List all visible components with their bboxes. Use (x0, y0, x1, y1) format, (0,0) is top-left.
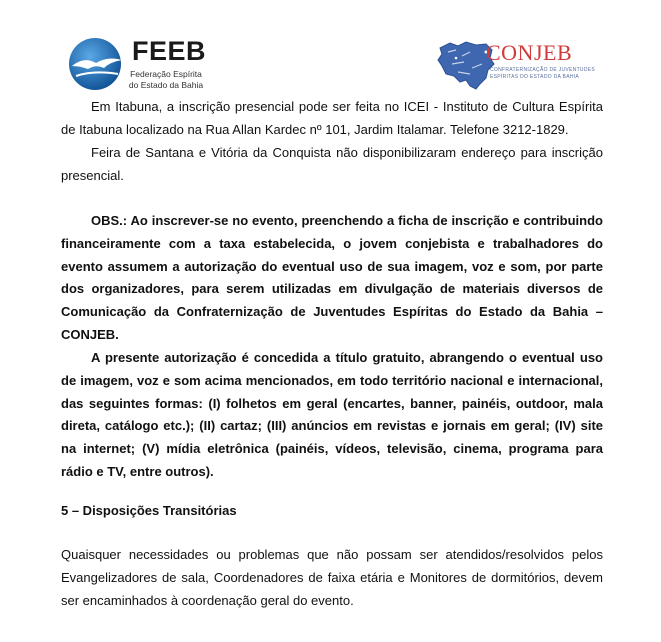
feeb-logo-name: FEEB (132, 36, 207, 66)
paragraph-feira-vitoria (61, 142, 603, 188)
conjeb-logo-subtitle-2: ESPÍRITAS DO ESTADO DA BAHIA (490, 74, 580, 80)
paragraph-itabuna (61, 96, 603, 142)
text-line: de Itabuna localizado na Rua Allan Kardec nº 101, Jardim Italamar. Telefone 3212-1829. (61, 121, 569, 137)
text-line: ser encaminhados à coordenação geral do evento. (61, 592, 354, 608)
text-line: Evangelizadores de sala, Coordenadores de faixa etária e Monitores de dormitórios, devem (61, 569, 603, 585)
feeb-logo-subtitle-1: Federação Espírita (130, 69, 202, 79)
text-line: das seguintes formas: (I) folhetos em geral (encartes, banner, painéis, outdoor, mala (61, 395, 603, 411)
text-line: CONJEB. (61, 326, 119, 342)
text-line: rádio e TV, entre outros). (61, 463, 214, 479)
paragraph-obs (61, 210, 603, 347)
paragraph-autorizacao (61, 347, 603, 484)
text-line: Quaisquer necessidades ou problemas que não possam ser atendidos/resolvidos pelos (61, 547, 603, 562)
text-line: de imagem, voz e som acima mencionados, em todo território nacional e internacional, (61, 372, 603, 388)
conjeb-logo-name: CONJEB (486, 40, 573, 65)
feeb-logo (66, 36, 206, 92)
feeb-globe-icon (66, 36, 128, 92)
text-line: Em Itabuna, a inscrição presencial pode ser feita no ICEI - Instituto de Cultura Espírita (91, 99, 603, 114)
conjeb-logo (436, 40, 606, 92)
text-line: evento assumem a autorização do eventual uso de sua imagem, voz e som, por parte (61, 258, 603, 274)
section-heading: 5 – Disposições Transitórias (61, 503, 237, 518)
text-line: Comunicação da Confraternização de Juventudes Espíritas do Estado da Bahia – (61, 304, 603, 320)
text-line: A presente autorização é concedida a título gratuito, abrangendo o eventual uso (91, 350, 603, 365)
text-line: dos organizadores, para serem utilizadas em divulgação de materiais diversos de (61, 281, 603, 297)
text-line: Feira de Santana e Vitória da Conquista não disponibilizaram endereço para inscrição (91, 145, 603, 160)
text-line: na internet; (V) mídia eletrônica (painéis, vídeos, televisão, cinema, programa para (61, 441, 603, 457)
text-line: presencial. (61, 167, 124, 183)
conjeb-logo-subtitle-1: CONFRATERNIZAÇÃO DE JUVENTUDES (490, 67, 596, 73)
text-line: OBS.: Ao inscrever-se no evento, preenchendo a ficha de inscrição e contribuindo (91, 213, 603, 228)
feeb-logo-subtitle-2: do Estado da Bahia (128, 80, 204, 90)
text-line: financeiramente com a taxa estabelecida, o jovem conjebista e trabalhadores do (61, 235, 603, 251)
text-line: direta, catálogo etc.); (II) cartaz; (III) anúncios em revistas e jornais em geral; (IV) site (61, 418, 603, 434)
paragraph-disposicoes (61, 544, 603, 612)
